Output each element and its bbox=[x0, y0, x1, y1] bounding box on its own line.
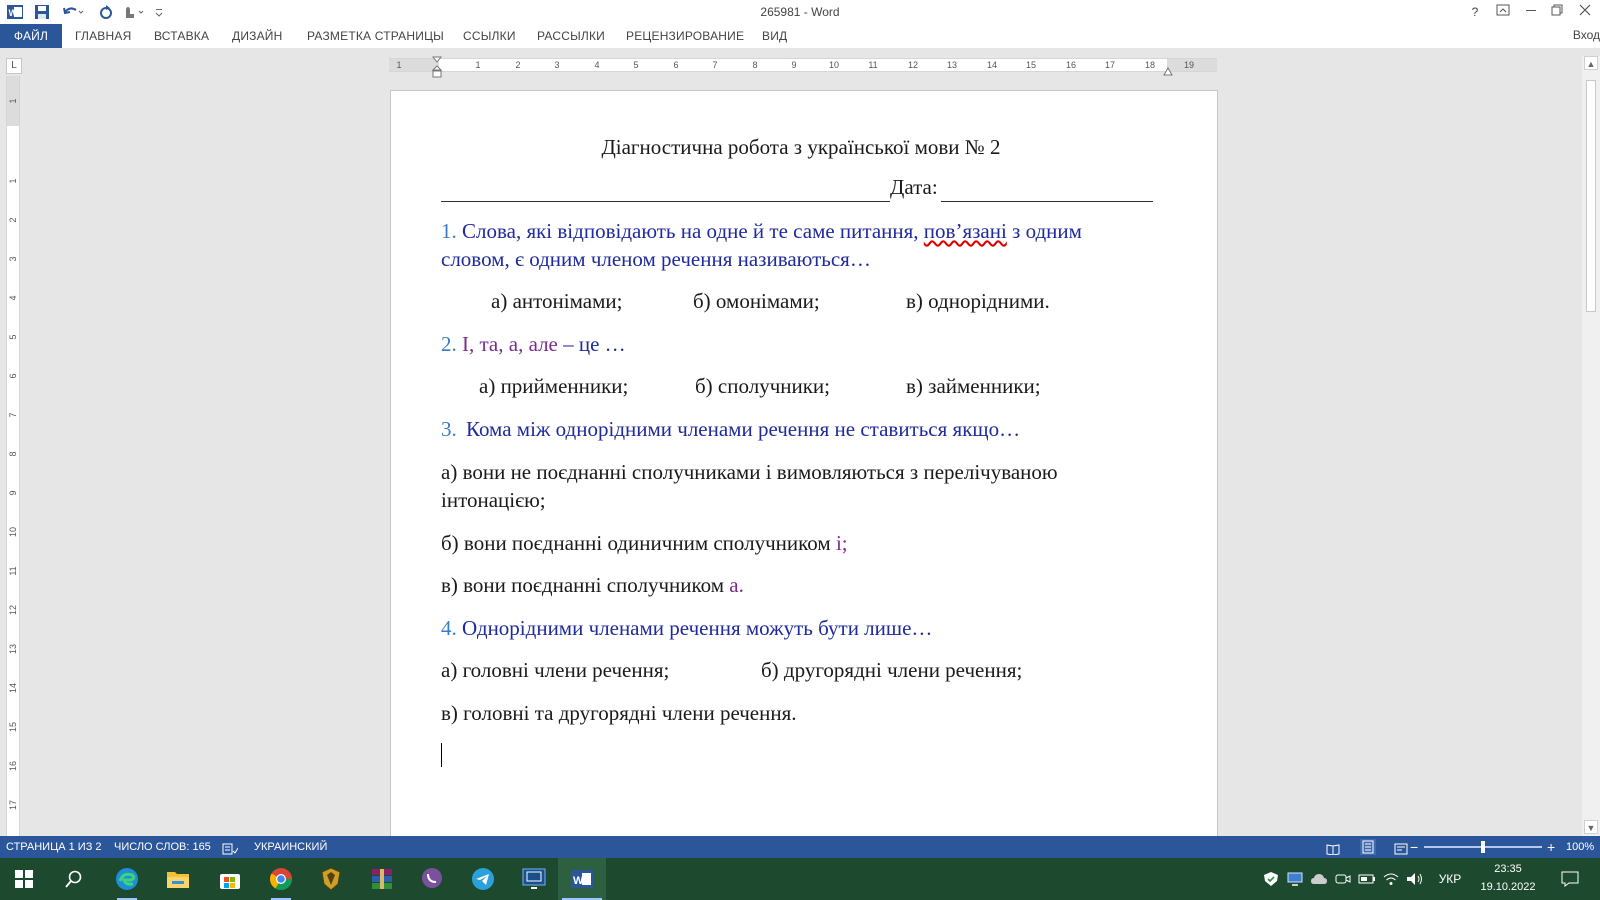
meet-now-icon[interactable] bbox=[1332, 858, 1354, 900]
ruler-number: 14 bbox=[986, 60, 998, 70]
ruler-number: 5 bbox=[8, 334, 18, 340]
ruler-number: 17 bbox=[8, 800, 18, 811]
web-layout-icon[interactable] bbox=[1394, 841, 1408, 853]
question-text: з одним bbox=[1012, 219, 1082, 243]
zoom-level[interactable]: 100% bbox=[1566, 841, 1595, 853]
file-explorer-icon[interactable] bbox=[154, 858, 202, 900]
windows-taskbar bbox=[0, 858, 1600, 900]
date-label: Дата: bbox=[890, 175, 938, 199]
answer-option-cont: інтонацією; bbox=[441, 488, 546, 512]
scrollbar-thumb[interactable] bbox=[1586, 80, 1596, 312]
question-text: І, та, а, але bbox=[462, 332, 558, 356]
answer-option bbox=[441, 531, 848, 556]
zoom-in-icon[interactable]: + bbox=[1547, 839, 1556, 855]
ruler-number: 12 bbox=[907, 60, 919, 70]
ruler-number: 15 bbox=[8, 722, 18, 733]
read-mode-icon[interactable] bbox=[1326, 841, 1340, 853]
answer-option: а) антонімами; bbox=[491, 289, 623, 313]
question-4 bbox=[441, 616, 932, 641]
name-underline bbox=[441, 201, 890, 202]
question-number: 4. bbox=[441, 616, 457, 640]
input-language[interactable]: УКР bbox=[1438, 872, 1462, 886]
document-title: Діагностична робота з української мови № 2 bbox=[601, 135, 1001, 159]
tab-review[interactable]: РЕЦЕНЗИРОВАНИЕ bbox=[626, 29, 745, 43]
word-taskbar-icon[interactable] bbox=[558, 858, 606, 900]
ruler-number: 13 bbox=[946, 60, 958, 70]
question-text: Кома між однорідними членами речення не ставиться якщо… bbox=[466, 417, 1021, 441]
ruler-number: 3 bbox=[554, 60, 560, 70]
horizontal-ruler[interactable] bbox=[389, 58, 1217, 72]
text-cursor bbox=[441, 743, 442, 767]
ruler-number: 10 bbox=[8, 527, 18, 538]
store-icon[interactable] bbox=[206, 858, 254, 900]
ruler-number: 4 bbox=[594, 60, 600, 70]
question-text: Слова, які відповідають на одне й те саме питання, bbox=[462, 219, 919, 243]
ruler-number: 13 bbox=[8, 644, 18, 655]
document-work-area bbox=[0, 48, 1600, 836]
answer-option: б) сполучники; bbox=[695, 374, 831, 398]
clock[interactable] bbox=[1478, 860, 1538, 896]
restore-icon[interactable] bbox=[1546, 2, 1568, 22]
tab-insert[interactable]: ВСТАВКА bbox=[154, 29, 210, 43]
close-icon[interactable] bbox=[1574, 2, 1596, 22]
page-count[interactable]: СТРАНИЦА 1 ИЗ 2 bbox=[6, 841, 102, 853]
answer-option: б) омонімами; bbox=[693, 289, 820, 313]
svg-text:W: W bbox=[8, 8, 17, 18]
scroll-down-icon[interactable]: ▼ bbox=[1584, 820, 1598, 834]
vertical-ruler[interactable] bbox=[6, 76, 20, 836]
sign-in-link[interactable]: Вход bbox=[1572, 28, 1600, 42]
clock-time: 23:35 bbox=[1494, 863, 1522, 875]
volume-icon[interactable] bbox=[1404, 858, 1426, 900]
ruler-number: 19 bbox=[1183, 60, 1195, 70]
ruler-number: 5 bbox=[633, 60, 639, 70]
tab-view[interactable]: ВИД bbox=[762, 29, 788, 43]
ruler-number: 1 bbox=[396, 60, 402, 70]
question-number: 3. bbox=[441, 417, 457, 441]
status-bar bbox=[0, 836, 1600, 858]
notification-center-icon[interactable] bbox=[1552, 858, 1588, 900]
answer-conjunction: і; bbox=[835, 531, 848, 555]
question-3 bbox=[441, 417, 1020, 442]
tab-mailings[interactable]: РАССЫЛКИ bbox=[537, 29, 605, 43]
tab-references[interactable]: ССЫЛКИ bbox=[463, 29, 516, 43]
ruler-number: 2 bbox=[8, 217, 18, 223]
ruler-number: 6 bbox=[673, 60, 679, 70]
zoom-slider-thumb[interactable] bbox=[1481, 841, 1485, 853]
answer-option: а) вони не поєднанні сполучниками і вимовляються з перелічуваною bbox=[441, 460, 1058, 484]
horizontal-ruler-area bbox=[0, 48, 1582, 71]
answer-option: б) другорядні члени речення; bbox=[761, 658, 1023, 682]
ruler-number: 11 bbox=[8, 566, 18, 576]
viber-icon[interactable] bbox=[408, 858, 456, 900]
answer-option: в) однорідними. bbox=[906, 289, 1050, 313]
windows-start-icon[interactable] bbox=[0, 858, 48, 900]
answer-option: а) головні члени речення; bbox=[441, 658, 670, 682]
ruler-number: 7 bbox=[712, 60, 718, 70]
ruler-number: 7 bbox=[8, 412, 18, 418]
ruler-number: 6 bbox=[8, 373, 18, 379]
ruler-number: 15 bbox=[1025, 60, 1037, 70]
edge-browser-icon[interactable] bbox=[103, 858, 151, 900]
vertical-scrollbar[interactable] bbox=[1582, 56, 1600, 836]
tab-file[interactable]: ФАЙЛ bbox=[0, 24, 62, 48]
answer-option bbox=[441, 573, 744, 598]
question-1 bbox=[441, 219, 1082, 244]
ruler-number: 9 bbox=[791, 60, 797, 70]
ribbon-tab-bar bbox=[0, 24, 1600, 48]
help-button[interactable]: ? bbox=[1471, 5, 1479, 19]
telegram-icon[interactable] bbox=[459, 858, 507, 900]
ruler-number: 14 bbox=[8, 683, 18, 694]
date-underline bbox=[941, 201, 1153, 202]
answer-conjunction: а. bbox=[729, 573, 744, 597]
minimize-icon[interactable] bbox=[1520, 2, 1542, 22]
svg-text:W: W bbox=[573, 875, 584, 887]
question-2 bbox=[441, 332, 626, 357]
clock-date: 19.10.2022 bbox=[1480, 881, 1536, 893]
ruler-number: 16 bbox=[8, 761, 18, 772]
ribbon-display-options-icon[interactable] bbox=[1492, 2, 1514, 22]
wifi-icon[interactable] bbox=[1380, 858, 1402, 900]
ruler-number: 1 bbox=[8, 178, 18, 184]
window-title: 265981 - Word bbox=[760, 5, 840, 19]
title-bar bbox=[0, 0, 1600, 24]
zoom-out-icon[interactable]: − bbox=[1410, 839, 1419, 855]
winrar-icon[interactable] bbox=[358, 858, 406, 900]
print-layout-icon[interactable] bbox=[1360, 839, 1376, 855]
language-indicator[interactable]: УКРАИНСКИЙ bbox=[254, 841, 328, 853]
ruler-number: 4 bbox=[8, 295, 18, 301]
ruler-number: 17 bbox=[1104, 60, 1116, 70]
answer-option: в) головні та другорядні члени речення. bbox=[441, 701, 797, 725]
tab-home[interactable]: ГЛАВНАЯ bbox=[75, 29, 132, 43]
security-shield-icon[interactable] bbox=[1260, 858, 1282, 900]
ruler-number: 9 bbox=[8, 490, 18, 496]
spelling-error-word[interactable]: пов’язані bbox=[923, 219, 1007, 243]
battery-icon[interactable] bbox=[1356, 858, 1378, 900]
ruler-number: 16 bbox=[1065, 60, 1077, 70]
tab-design[interactable]: ДИЗАЙН bbox=[232, 29, 283, 43]
ruler-number: 8 bbox=[752, 60, 758, 70]
word-count[interactable]: ЧИСЛО СЛОВ: 165 bbox=[114, 841, 211, 853]
network-monitor-icon[interactable] bbox=[1284, 858, 1306, 900]
document-page[interactable] bbox=[390, 90, 1218, 850]
proofing-icon[interactable] bbox=[222, 841, 238, 853]
search-icon[interactable] bbox=[50, 858, 98, 900]
ruler-number: 1 bbox=[8, 98, 18, 104]
cloud-sync-icon[interactable] bbox=[1308, 858, 1330, 900]
answer-option: а) прийменники; bbox=[479, 374, 629, 398]
question-1-cont: словом, є одним членом речення називаються… bbox=[441, 247, 871, 271]
tab-selector[interactable]: L bbox=[6, 58, 22, 74]
chrome-icon[interactable] bbox=[257, 858, 305, 900]
ruler-number: 10 bbox=[828, 60, 840, 70]
question-text: – це … bbox=[563, 332, 626, 356]
tab-page-layout[interactable]: РАЗМЕТКА СТРАНИЦЫ bbox=[307, 29, 444, 43]
scroll-up-icon[interactable]: ▲ bbox=[1584, 56, 1598, 70]
answer-option: в) займенники; bbox=[906, 374, 1041, 398]
first-line-indent-marker[interactable] bbox=[432, 56, 442, 80]
question-text: Однорідними членами речення можуть бути лише… bbox=[462, 616, 933, 640]
world-of-tanks-icon[interactable] bbox=[307, 858, 355, 900]
ruler-number: 18 bbox=[1144, 60, 1156, 70]
ruler-number: 11 bbox=[868, 60, 878, 70]
question-number: 1. bbox=[441, 219, 457, 243]
ruler-number: 8 bbox=[8, 451, 18, 457]
answer-text: в) вони поєднанні сполучником bbox=[441, 573, 725, 597]
question-number: 2. bbox=[441, 332, 457, 356]
ruler-number: 3 bbox=[8, 256, 18, 262]
ruler-number: 1 bbox=[475, 60, 481, 70]
remote-desktop-icon[interactable] bbox=[510, 858, 558, 900]
ruler-number: 12 bbox=[8, 605, 18, 616]
answer-text: б) вони поєднанні одиничним сполучником bbox=[441, 531, 831, 555]
ruler-number: 2 bbox=[515, 60, 521, 70]
right-indent-marker[interactable] bbox=[1163, 64, 1173, 74]
